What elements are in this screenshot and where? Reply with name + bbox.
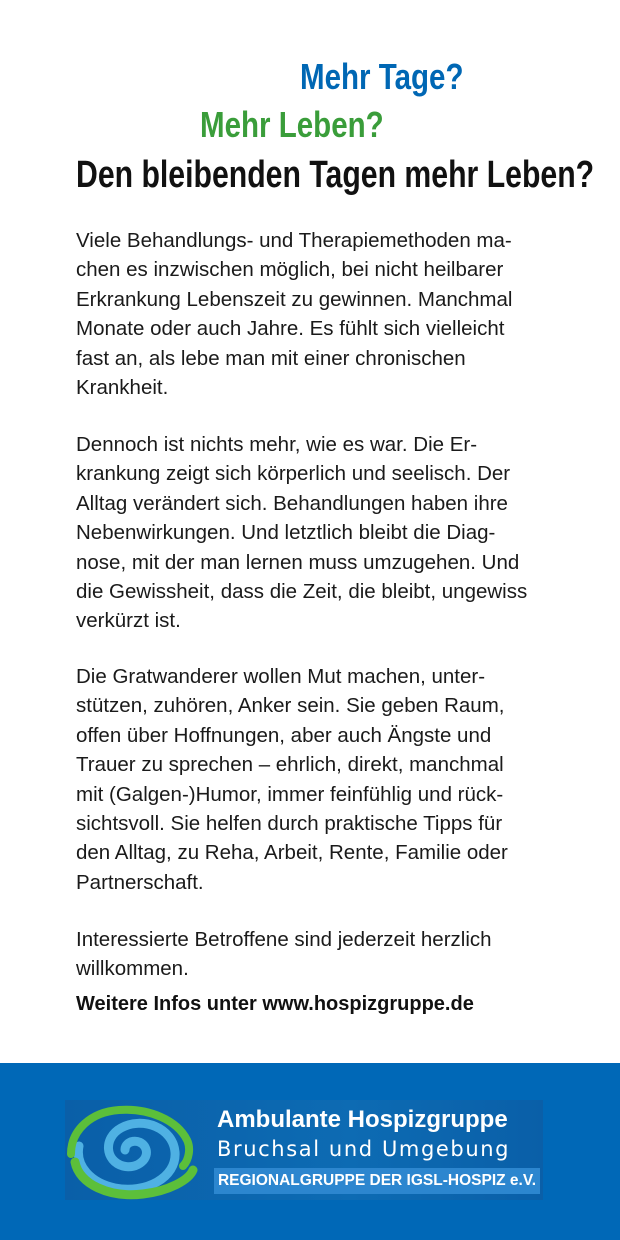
paragraph-1	[76, 226, 556, 402]
paragraph-1-text: Viele Behandlungs- und Therapiemethoden ma- chen es inzwischen möglich, bei nicht heilbarer Erkrankung Lebenszeit zu gewinnen. Manchmal Monate oder auch Jahre. Es fühlt sich vielleicht fast an, als lebe man mit einer chronischen Krankheit.	[76, 229, 513, 400]
organization-tagline: REGIONALGRUPPE DER IGSL-HOSPIZ e.V.	[214, 1168, 540, 1194]
headline-mehr-leben: Mehr Leben?	[200, 104, 384, 145]
headline-mehr-tage: Mehr Tage?	[300, 56, 464, 97]
page-title: Den bleibenden Tagen mehr Leben?	[76, 154, 595, 196]
info-link[interactable]: Weitere Infos unter www.hospizgruppe.de	[76, 993, 474, 1015]
paragraph-2	[76, 430, 556, 636]
paragraph-2-text: Dennoch ist nichts mehr, wie es war. Die Er- krankung zeigt sich körperlich und seelisch. Der Alltag verändert sich. Behandlungen haben ihre Nebenwirkungen. Und letztlich bleibt die Diag- nose, mit der man lernen muss umzugehen. Und die Gewissheit, dass die Zeit, die bleibt, ungewiss verkürzt ist.	[76, 433, 528, 633]
organization-subtitle: Bruchsal und Umgebung	[217, 1137, 511, 1161]
paragraph-3	[76, 662, 556, 897]
footer-banner	[0, 1063, 620, 1240]
organization-name: Ambulante Hospizgruppe	[217, 1106, 508, 1133]
organization-logo	[65, 1100, 543, 1200]
paragraph-4-text: Interessierte Betroffene sind jederzeit herzlich willkommen.	[76, 928, 492, 981]
paragraph-3-text: Die Gratwanderer wollen Mut machen, unter- stützen, zuhören, Anker sein. Sie geben Raum, offen über Hoffnungen, aber auch Ängste und Trauer zu sprechen – ehrlich, direkt, manchmal mit (Galgen-)Humor, immer feinfühlig und rück- sichtsvoll. Sie helfen durch praktische Tipps für den Alltag, zu Reha, Arbeit, Rente, Familie oder Partnerschaft.	[76, 665, 508, 894]
paragraph-4	[76, 925, 556, 984]
spiral-logo-icon	[65, 1100, 215, 1200]
